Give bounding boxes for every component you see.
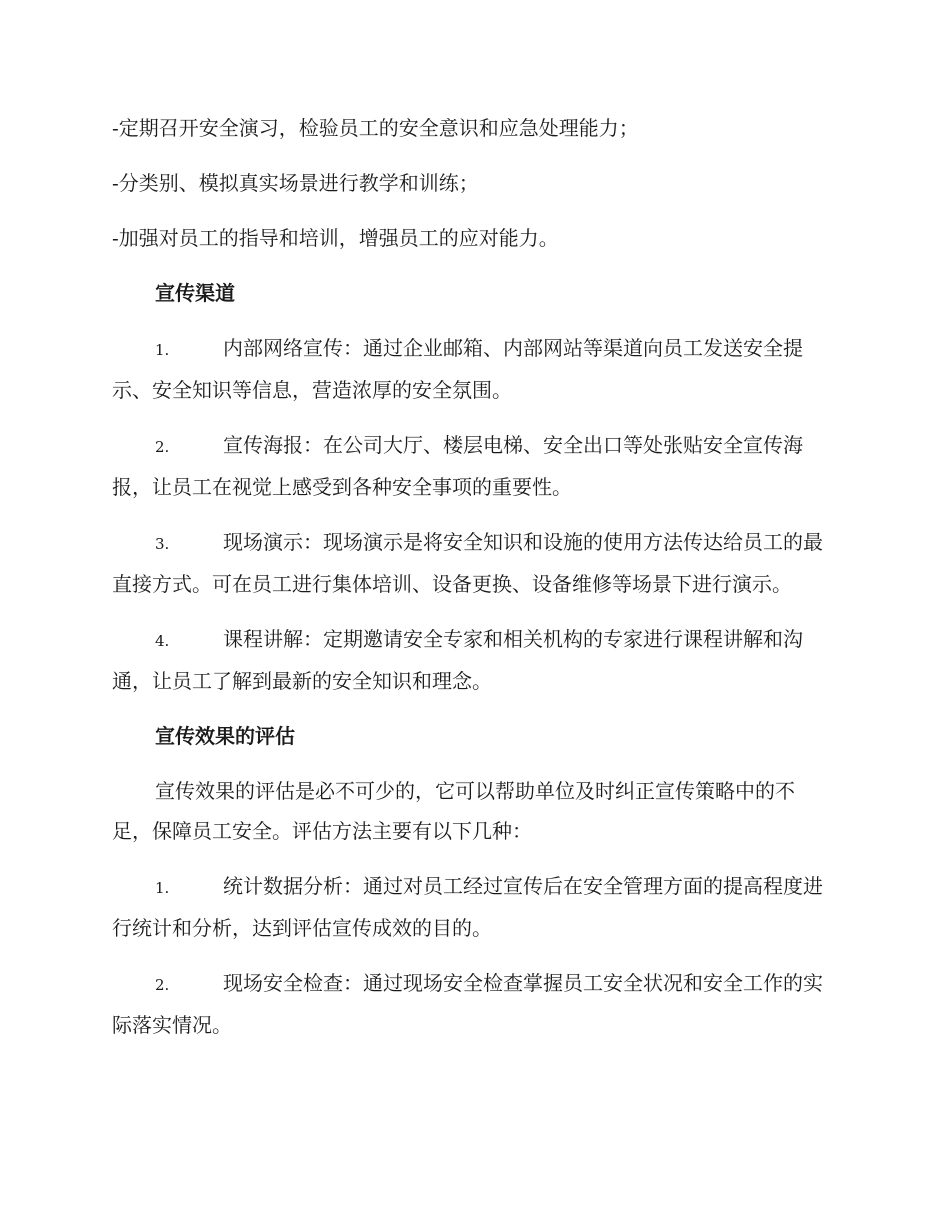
item-text: 现场安全检查：通过现场安全检查掌握员工安全状况和安全工作的实际落实情况。 <box>112 971 823 1037</box>
list-item <box>112 619 832 701</box>
bullet-line: -定期召开安全演习，检验员工的安全意识和应急处理能力； <box>112 116 639 140</box>
list-item <box>112 963 832 1045</box>
item-number: 1. <box>155 879 170 897</box>
item-text: 内部网络宣传：通过企业邮箱、内部网站等渠道向员工发送安全提示、安全知识等信息，营造浓厚的安全氛围。 <box>112 336 803 402</box>
document-page <box>112 108 832 1060</box>
item-number: 3. <box>155 535 170 553</box>
bullet-line: -分类别、模拟真实场景进行教学和训练； <box>112 171 479 195</box>
item-text: 宣传海报：在公司大厅、楼层电梯、安全出口等处张贴安全宣传海报，让员工在视觉上感受到各种安全事项的重要性。 <box>112 433 803 499</box>
list-item <box>112 522 832 604</box>
list-item <box>112 328 832 410</box>
section-heading-evaluation: 宣传效果的评估 <box>155 724 295 748</box>
item-number: 4. <box>155 632 170 650</box>
item-number: 1. <box>155 341 170 359</box>
item-text: 课程讲解：定期邀请安全专家和相关机构的专家进行课程讲解和沟通，让员工了解到最新的安全知识和理念。 <box>112 627 803 693</box>
item-number: 2. <box>155 976 170 994</box>
section-intro-paragraph: 宣传效果的评估是必不可少的，它可以帮助单位及时纠正宣传策略中的不足，保障员工安全。评估方法主要有以下几种： <box>112 779 795 843</box>
section-heading-channels: 宣传渠道 <box>155 281 235 305</box>
bullet-line: -加强对员工的指导和培训，增强员工的应对能力。 <box>112 226 559 250</box>
list-item <box>112 425 832 507</box>
item-text: 统计数据分析：通过对员工经过宣传后在安全管理方面的提高程度进行统计和分析，达到评估宣传成效的目的。 <box>112 874 823 940</box>
item-number: 2. <box>155 438 170 456</box>
list-item <box>112 866 832 948</box>
item-text: 现场演示：现场演示是将安全知识和设施的使用方法传达给员工的最直接方式。可在员工进行集体培训、设备更换、设备维修等场景下进行演示。 <box>112 530 823 596</box>
